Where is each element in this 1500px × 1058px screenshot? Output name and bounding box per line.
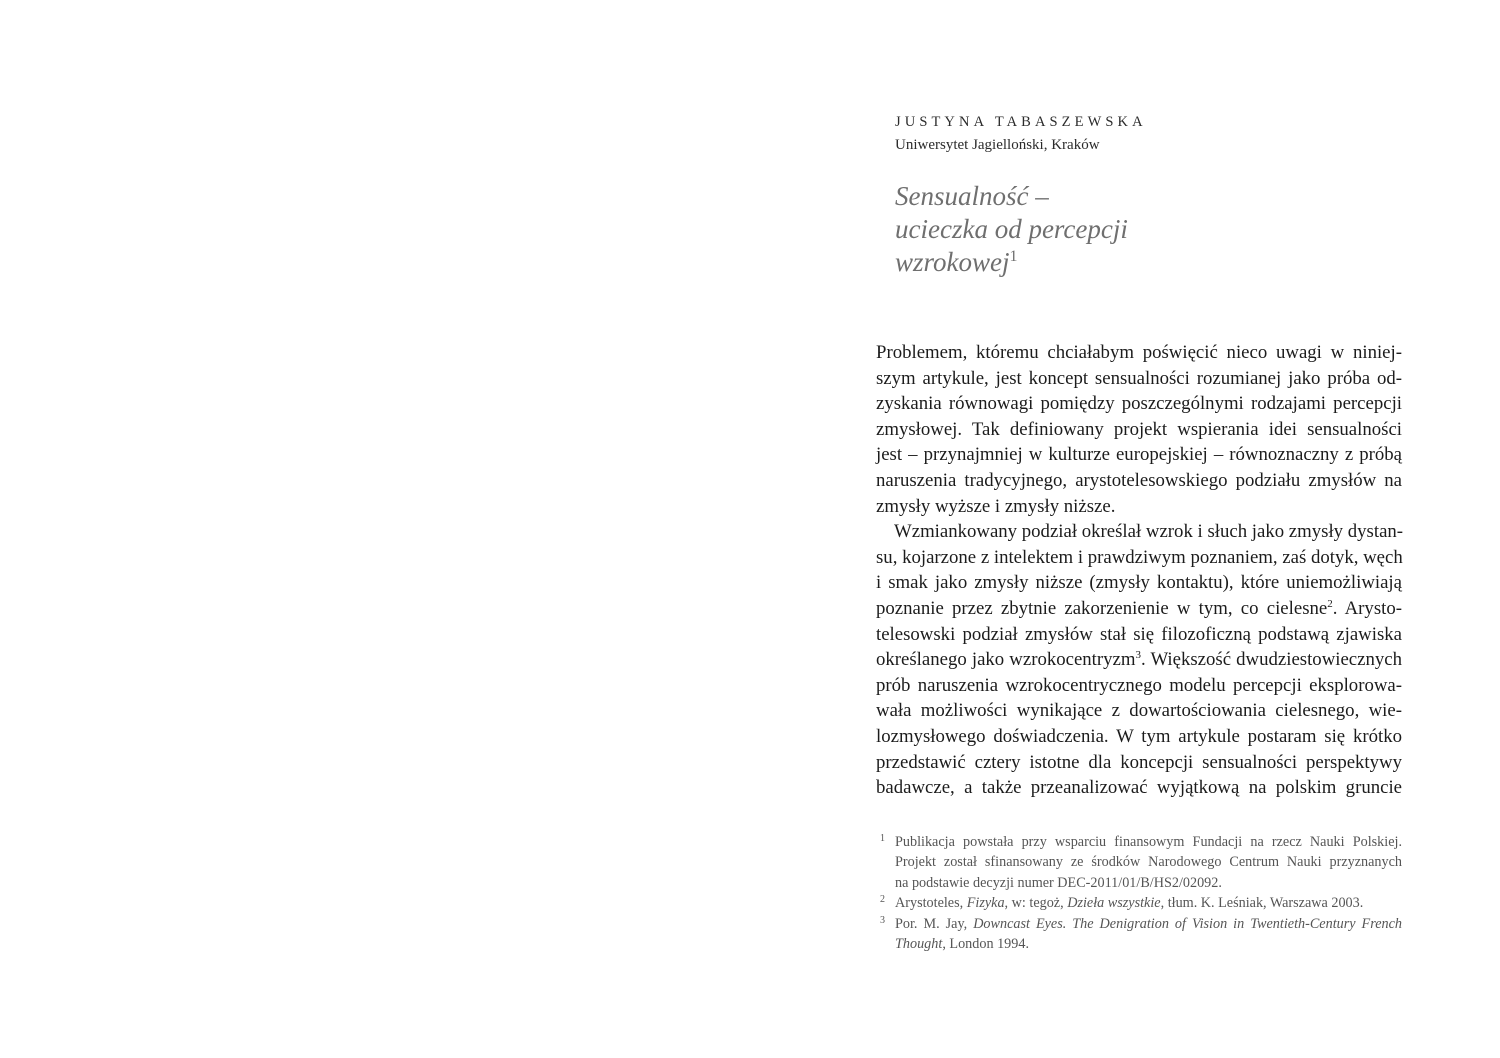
body-line-tail: . Większość dwudziestowiecznych: [1140, 649, 1402, 671]
article-body: [876, 340, 1402, 801]
body-line: wała możliwości wynikające z dowartościowania cielesnego, wie-: [876, 700, 1402, 722]
body-line-tail: . Arysto-: [1332, 597, 1402, 619]
body-line: i smak jako zmysły niższe (zmysły kontaktu), które uniemożliwiają: [876, 572, 1402, 594]
body-line: jest – przynajmniej w kulturze europejskiej – równoznaczny z próbą: [876, 444, 1402, 466]
footnote-line: [895, 934, 1402, 954]
footnotes: [880, 832, 1402, 954]
footnote-line: Publikacja powstała przy wsparciu finansowym Fundacji na rzecz Nauki Polskiej.: [895, 834, 1402, 850]
footnote-line: Projekt został sfinansowany ze środków Narodowego Centrum Nauki przyznanych: [895, 854, 1402, 871]
body-line: prób naruszenia wzrokocentrycznego modelu percepcji eksplorowa-: [876, 674, 1402, 696]
title-line: [895, 246, 1235, 279]
footnote-text: , tłum. K. Leśniak, Warszawa 2003.: [1160, 895, 1364, 912]
body-line: zmysłowej. Tak definiowany projekt wspierania idei sensualności: [876, 418, 1402, 440]
body-line: Wzmiankowany podział określał wzrok i słuch jako zmysły dystan-: [894, 521, 1404, 543]
footnote-number: 2: [880, 894, 885, 906]
article-title: [895, 180, 1235, 279]
body-line: telesowski podział zmysłów stał się filozoficzną podstawą zjawiska: [876, 623, 1402, 645]
footnote-3: [880, 914, 1402, 955]
footnote-ref-1[interactable]: 1: [1009, 248, 1018, 265]
footnote-work-title: Thought: [895, 936, 943, 953]
footnote-number: 1: [880, 833, 885, 844]
footnote-2: [880, 893, 1402, 913]
body-line: naruszenia tradycyjnego, arystotelesowskiego podziału zmysłów na: [876, 469, 1402, 491]
footnote-line: na podstawie decyzji numer DEC-2011/01/B/HS2/02092.: [895, 874, 1222, 891]
footnote-work-title: Dzieła wszystkie: [1067, 895, 1161, 912]
footnote-text: Por. M. Jay,: [895, 915, 974, 932]
footnote-line: [895, 893, 1402, 913]
footnote-number: 3: [880, 914, 885, 926]
footnote-work-title: Downcast Eyes. The Denigration of Vision in Twentieth-Century French: [973, 915, 1402, 932]
body-line: zmysły wyższe i zmysły niższe.: [876, 495, 1116, 517]
footnote-ref-3[interactable]: 3: [1135, 649, 1141, 662]
footnote-line: [895, 914, 1402, 934]
body-line-text: poznanie przez zbytnie zakorzenienie w tym, co cielesne: [876, 597, 1328, 619]
body-line-text: określanego jako wzrokocentryzm: [876, 649, 1136, 671]
footnote-ref-2[interactable]: 2: [1327, 597, 1333, 610]
right-page: [750, 0, 1500, 1058]
body-line: Problemem, któremu chciałabym poświęcić nieco uwagi w niniej-: [876, 342, 1402, 363]
body-line: przedstawić cztery istotne dla koncepcji sensualności perspektywy: [876, 751, 1402, 773]
body-line: [876, 596, 1402, 622]
body-line: zyskania równowagi pomiędzy poszczególnymi rodzajami percepcji: [876, 393, 1402, 415]
body-line: su, kojarzone z intelektem i prawdziwym poznaniem, zaś dotyk, węch: [876, 546, 1403, 568]
footnote-text: Arystoteles,: [895, 895, 967, 912]
body-line: badawcze, a także przeanalizować wyjątkową na polskim gruncie: [876, 777, 1402, 799]
author-name: JUSTYNA TABASZEWSKA: [895, 114, 1147, 130]
author-affiliation: Uniwersytet Jagielloński, Kraków: [895, 137, 1100, 153]
body-line: szym artykule, jest koncept sensualności rozumianej jako próba od-: [876, 367, 1402, 389]
footnote-text: , London 1994.: [942, 936, 1030, 953]
footnote-1: [880, 832, 1402, 893]
title-line-text: wzrokowej: [895, 247, 1010, 277]
footnote-text: , w: tegoż,: [1004, 895, 1068, 912]
title-line: ucieczka od percepcji: [895, 214, 1128, 244]
footnote-work-title: Fizyka: [966, 895, 1005, 912]
body-line: [876, 647, 1402, 673]
body-line: lozmysłowego doświadczenia. W tym artykule postaram się krótko: [876, 725, 1402, 747]
title-line: Sensualność –: [895, 181, 1049, 211]
